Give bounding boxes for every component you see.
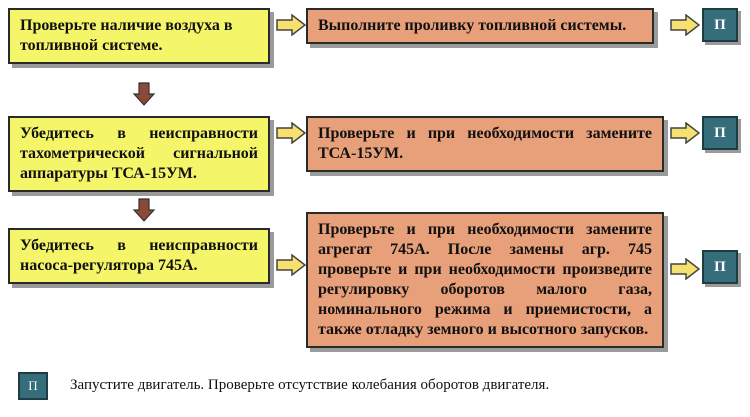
- arrow-right-icon: [670, 258, 700, 280]
- legend-text: Запустите двигатель. Проверьте отсутствие колебания оборотов двигателя.: [70, 377, 550, 393]
- result-box-3: [702, 250, 738, 284]
- arrow-right-icon: [276, 254, 306, 276]
- legend-symbol-box: [18, 372, 48, 400]
- result-label-3: П: [714, 258, 726, 275]
- legend-symbol: П: [28, 378, 38, 393]
- check-box-2: [8, 116, 270, 192]
- action-text-3: Проверьте и при необходимости замените агрегат 745А. После замены агр. 745 проверьте и при необходимости произведите регулировку оборотов малого газа, номинального режима и приемистости, а также отладку земного и высотного запусков.: [318, 221, 652, 338]
- arrow-right-icon: [670, 122, 700, 144]
- action-text-2: Проверьте и при необходимости замените ТСА-15УМ.: [318, 125, 652, 162]
- arrow-right-icon: [276, 14, 306, 36]
- check-text-3: Убедитесь в неисправности насоса-регулятора 745А.: [20, 237, 258, 274]
- action-box-3: [306, 212, 664, 348]
- arrow-right-icon: [276, 122, 306, 144]
- result-label-1: П: [714, 16, 726, 33]
- action-box-1: [306, 8, 654, 44]
- check-text-2: Убедитесь в неисправности тахометрической сигнальной аппаратуры ТСА-15УМ.: [20, 125, 258, 182]
- arrow-down-icon: [133, 82, 155, 106]
- result-box-1: [702, 8, 738, 42]
- check-box-3: [8, 228, 270, 284]
- check-text-1: Проверьте наличие воздуха в топливной системе.: [20, 17, 233, 54]
- arrow-down-icon: [133, 198, 155, 222]
- arrow-right-icon: [670, 14, 700, 36]
- check-box-1: [8, 8, 270, 64]
- result-label-2: П: [714, 124, 726, 141]
- action-text-1: Выполните проливку топливной системы.: [318, 17, 627, 34]
- action-box-2: [306, 116, 664, 172]
- result-box-2: [702, 116, 738, 150]
